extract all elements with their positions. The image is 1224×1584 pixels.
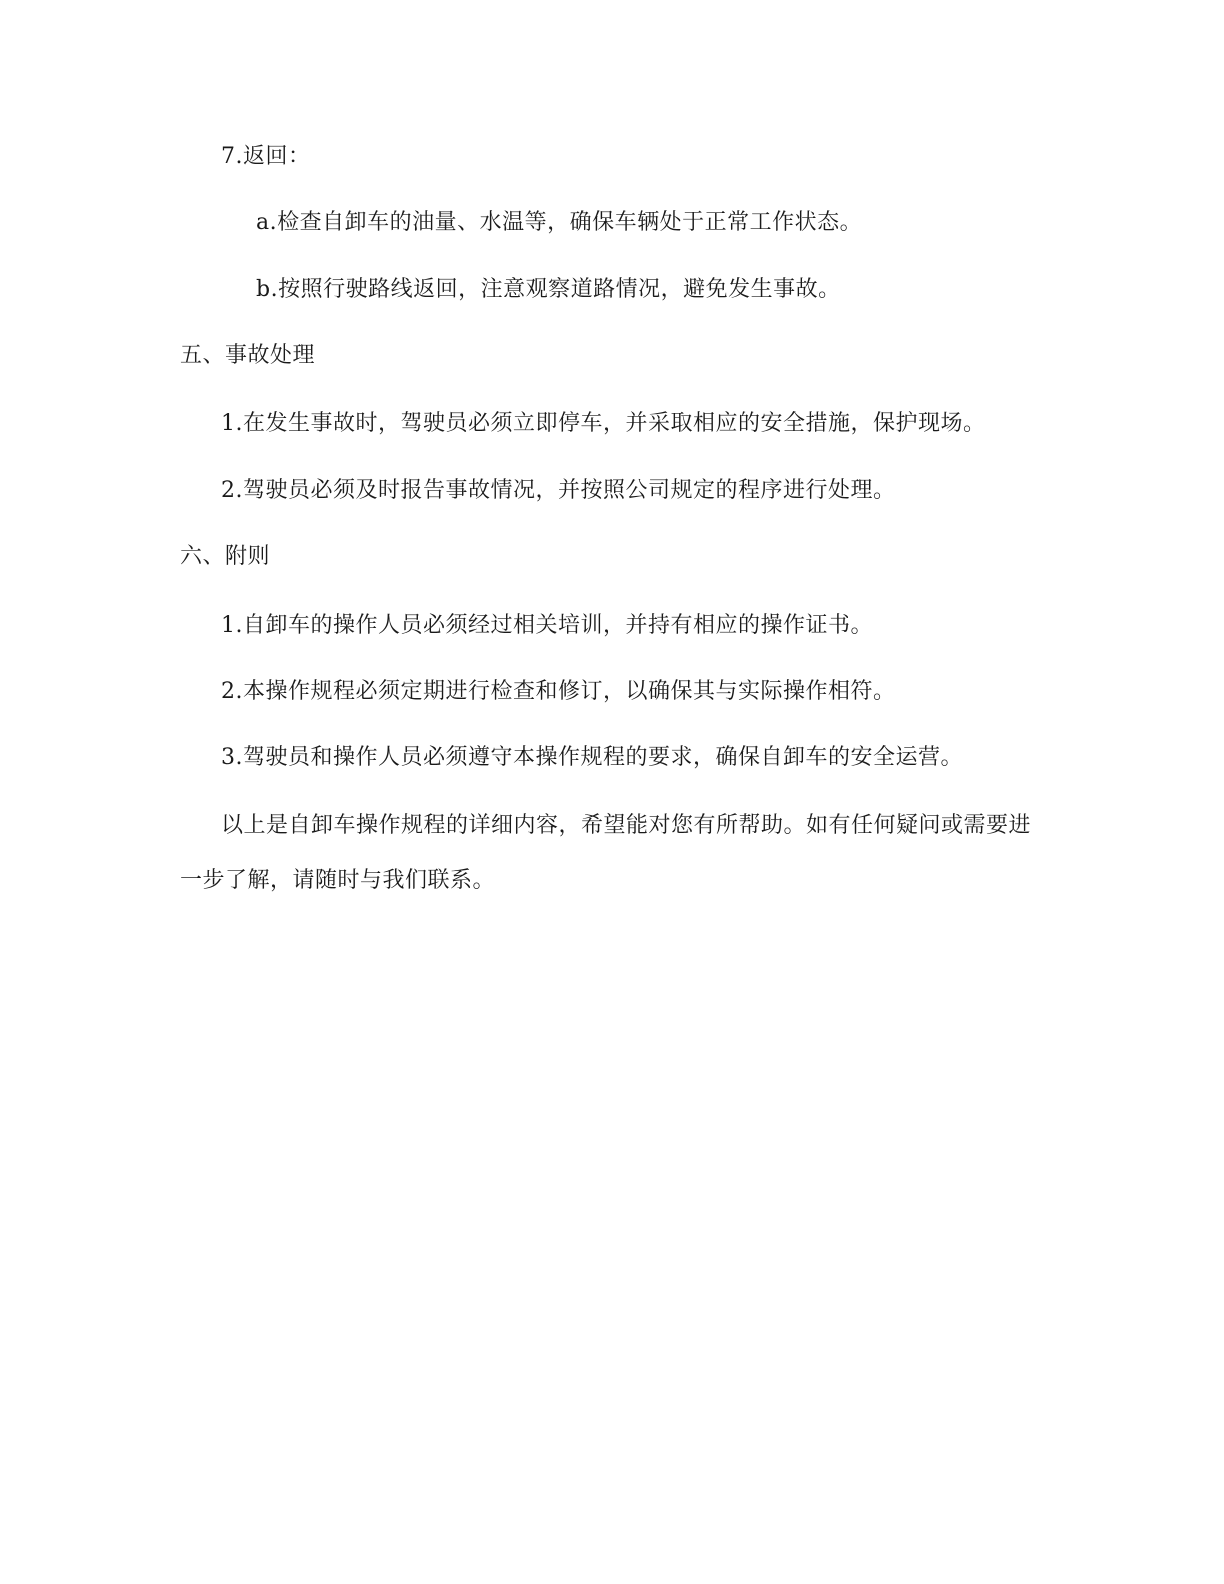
section-heading-accident: 五、事故处理 (180, 343, 316, 368)
sub-item-b: b.按照行驶路线返回，注意观察道路情况，避免发生事故。 (256, 277, 841, 302)
appendix-item-2: 2.本操作规程必须定期进行检查和修订，以确保其与实际操作相符。 (221, 679, 896, 704)
section-heading-appendix: 六、附则 (180, 544, 271, 569)
appendix-item-1: 1.自卸车的操作人员必须经过相关培训，并持有相应的操作证书。 (221, 613, 873, 638)
appendix-item-3: 3.驾驶员和操作人员必须遵守本操作规程的要求，确保自卸车的安全运营。 (221, 745, 963, 770)
sub-item-a: a.检查自卸车的油量、水温等，确保车辆处于正常工作状态。 (256, 210, 863, 235)
closing-paragraph: 以上是自卸车操作规程的详细内容，希望能对您有所帮助。如有任何疑问或需要进一步了解，请随时与我们联系。 (180, 813, 1032, 893)
accident-item-2: 2.驾驶员必须及时报告事故情况，并按照公司规定的程序进行处理。 (221, 478, 896, 503)
item-return-label: 7.返回： (221, 144, 311, 169)
accident-item-1: 1.在发生事故时，驾驶员必须立即停车，并采取相应的安全措施，保护现场。 (221, 411, 986, 436)
